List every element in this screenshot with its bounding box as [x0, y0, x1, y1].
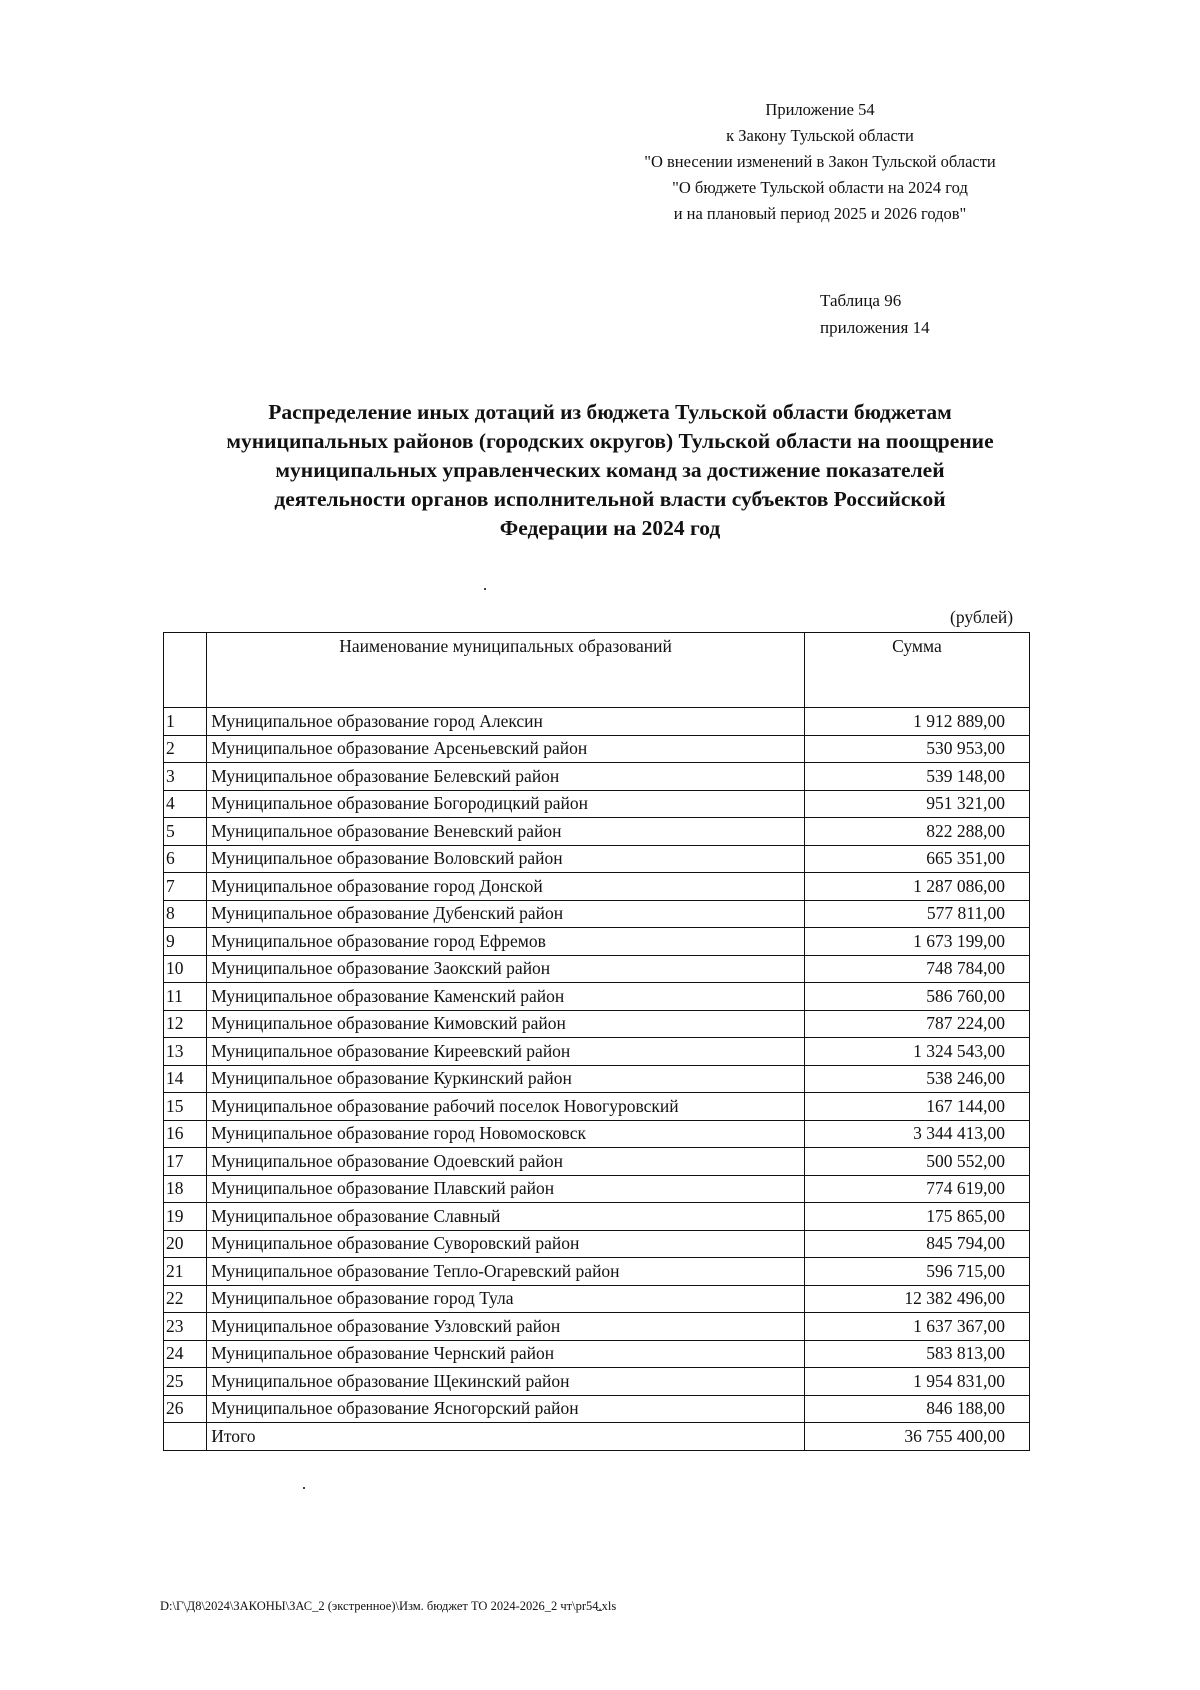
row-number: 17 — [164, 1148, 207, 1176]
title-line: муниципальных управленческих команд за достижение показателей — [275, 458, 945, 482]
row-name: Муниципальное образование Заокский район — [207, 955, 805, 983]
row-number: 3 — [164, 763, 207, 791]
table-row — [164, 1038, 1030, 1066]
table-row — [164, 735, 1030, 763]
table-row — [164, 1175, 1030, 1203]
file-path: D:\Г\Д8\2024\ЗАКОНЫ\ЗАС_2 (экстренное)\Изм. бюджет ТО 2024-2026_2 чт\pr54.xls — [160, 1599, 617, 1613]
appendix-line: "О бюджете Тульской области на 2024 год — [672, 178, 968, 197]
table-row — [164, 1065, 1030, 1093]
table-row — [164, 1313, 1030, 1341]
row-sum: 774 619,00 — [804, 1175, 1029, 1203]
row-number: 12 — [164, 1010, 207, 1038]
row-sum: 577 811,00 — [804, 900, 1029, 928]
total-row-sum: 36 755 400,00 — [804, 1423, 1029, 1451]
row-name: Муниципальное образование Тепло-Огаревский район — [207, 1258, 805, 1286]
units-label: (рублей) — [950, 607, 1014, 627]
row-sum: 665 351,00 — [804, 845, 1029, 873]
row-number: 26 — [164, 1395, 207, 1423]
row-number: 20 — [164, 1230, 207, 1258]
header-sum: Сумма — [804, 633, 1029, 708]
table-row — [164, 1093, 1030, 1121]
row-sum: 538 246,00 — [804, 1065, 1029, 1093]
row-sum: 530 953,00 — [804, 735, 1029, 763]
table-row — [164, 845, 1030, 873]
appendix-line: "О внесении изменений в Закон Тульской области — [644, 152, 996, 171]
table-row — [164, 763, 1030, 791]
row-number: 5 — [164, 818, 207, 846]
table-row — [164, 1285, 1030, 1313]
total-row-number — [164, 1423, 207, 1451]
table-row — [164, 790, 1030, 818]
row-number: 25 — [164, 1368, 207, 1396]
row-sum: 167 144,00 — [804, 1093, 1029, 1121]
appendix-line: Приложение 54 — [765, 100, 875, 119]
row-sum: 12 382 496,00 — [804, 1285, 1029, 1313]
row-number: 19 — [164, 1203, 207, 1231]
row-sum: 822 288,00 — [804, 818, 1029, 846]
table-row — [164, 1368, 1030, 1396]
table-row — [164, 1203, 1030, 1231]
row-number: 16 — [164, 1120, 207, 1148]
row-sum: 500 552,00 — [804, 1148, 1029, 1176]
row-name: Муниципальное образование Чернский район — [207, 1340, 805, 1368]
row-number: 7 — [164, 873, 207, 901]
table-row — [164, 708, 1030, 736]
row-sum: 175 865,00 — [804, 1203, 1029, 1231]
table-row — [164, 955, 1030, 983]
total-row — [164, 1423, 1030, 1451]
table-row — [164, 983, 1030, 1011]
appendix-header — [560, 97, 1080, 227]
row-name: Муниципальное образование город Тула — [207, 1285, 805, 1313]
appendix-line: и на плановый период 2025 и 2026 годов" — [673, 204, 967, 223]
row-sum: 787 224,00 — [804, 1010, 1029, 1038]
row-number: 4 — [164, 790, 207, 818]
row-number: 9 — [164, 928, 207, 956]
scan-speck — [303, 1487, 305, 1489]
row-sum: 1 912 889,00 — [804, 708, 1029, 736]
row-name: Муниципальное образование город Ефремов — [207, 928, 805, 956]
document-title — [150, 398, 1070, 543]
table-row — [164, 900, 1030, 928]
row-name: Муниципальное образование Дубенский район — [207, 900, 805, 928]
row-name: Муниципальное образование город Новомосковск — [207, 1120, 805, 1148]
row-sum: 1 637 367,00 — [804, 1313, 1029, 1341]
row-name: Муниципальное образование Щекинский район — [207, 1368, 805, 1396]
table-row — [164, 928, 1030, 956]
row-name: Муниципальное образование Узловский район — [207, 1313, 805, 1341]
row-name: Муниципальное образование Ясногорский район — [207, 1395, 805, 1423]
row-sum: 596 715,00 — [804, 1258, 1029, 1286]
row-number: 13 — [164, 1038, 207, 1066]
row-number: 21 — [164, 1258, 207, 1286]
row-sum: 845 794,00 — [804, 1230, 1029, 1258]
row-name: Муниципальное образование город Алексин — [207, 708, 805, 736]
row-name: Муниципальное образование Славный — [207, 1203, 805, 1231]
header-name: Наименование муниципальных образований — [207, 633, 805, 708]
table-row — [164, 818, 1030, 846]
row-sum: 748 784,00 — [804, 955, 1029, 983]
row-number: 11 — [164, 983, 207, 1011]
row-sum: 951 321,00 — [804, 790, 1029, 818]
table-row — [164, 1340, 1030, 1368]
table-reference — [820, 287, 970, 341]
row-sum: 1 954 831,00 — [804, 1368, 1029, 1396]
table-row — [164, 873, 1030, 901]
distribution-table — [163, 632, 1030, 1451]
title-line: муниципальных районов (городских округов) Тульской области на поощрение — [226, 429, 994, 453]
row-sum: 1 287 086,00 — [804, 873, 1029, 901]
row-sum: 1 324 543,00 — [804, 1038, 1029, 1066]
table-row — [164, 1395, 1030, 1423]
row-sum: 846 188,00 — [804, 1395, 1029, 1423]
row-sum: 3 344 413,00 — [804, 1120, 1029, 1148]
row-name: Муниципальное образование Одоевский район — [207, 1148, 805, 1176]
table-row — [164, 1148, 1030, 1176]
row-name: Муниципальное образование Арсеньевский район — [207, 735, 805, 763]
row-name: Муниципальное образование Плавский район — [207, 1175, 805, 1203]
row-name: Муниципальное образование город Донской — [207, 873, 805, 901]
title-line: деятельности органов исполнительной власти субъектов Российской — [274, 487, 946, 511]
row-sum: 1 673 199,00 — [804, 928, 1029, 956]
row-number: 10 — [164, 955, 207, 983]
row-name: Муниципальное образование Суворовский район — [207, 1230, 805, 1258]
row-number: 14 — [164, 1065, 207, 1093]
row-name: Муниципальное образование Киреевский район — [207, 1038, 805, 1066]
row-name: Муниципальное образование Каменский район — [207, 983, 805, 1011]
row-number: 6 — [164, 845, 207, 873]
title-line: Распределение иных дотаций из бюджета Тульской области бюджетам — [268, 400, 952, 424]
row-number: 8 — [164, 900, 207, 928]
row-name: Муниципальное образование Кимовский район — [207, 1010, 805, 1038]
row-name: Муниципальное образование Куркинский район — [207, 1065, 805, 1093]
row-number: 22 — [164, 1285, 207, 1313]
header-num — [164, 633, 207, 708]
row-name: Муниципальное образование рабочий поселок Новогуровский — [207, 1093, 805, 1121]
table-header-row — [164, 633, 1030, 708]
row-name: Муниципальное образование Веневский район — [207, 818, 805, 846]
table-row — [164, 1230, 1030, 1258]
appendix-line: к Закону Тульской области — [726, 126, 914, 145]
row-number: 24 — [164, 1340, 207, 1368]
table-row — [164, 1010, 1030, 1038]
title-line: Федерации на 2024 год — [499, 516, 721, 540]
row-number: 1 — [164, 708, 207, 736]
row-sum: 583 813,00 — [804, 1340, 1029, 1368]
row-number: 2 — [164, 735, 207, 763]
row-sum: 586 760,00 — [804, 983, 1029, 1011]
row-number: 18 — [164, 1175, 207, 1203]
row-name: Муниципальное образование Воловский район — [207, 845, 805, 873]
table-row — [164, 1120, 1030, 1148]
row-sum: 539 148,00 — [804, 763, 1029, 791]
row-number: 15 — [164, 1093, 207, 1121]
row-number: 23 — [164, 1313, 207, 1341]
appendix-number: приложения 14 — [820, 318, 930, 337]
row-name: Муниципальное образование Белевский район — [207, 763, 805, 791]
table-row — [164, 1258, 1030, 1286]
scan-speck — [484, 588, 486, 590]
total-row-name: Итого — [207, 1423, 805, 1451]
row-name: Муниципальное образование Богородицкий район — [207, 790, 805, 818]
table-number: Таблица 96 — [820, 291, 902, 310]
